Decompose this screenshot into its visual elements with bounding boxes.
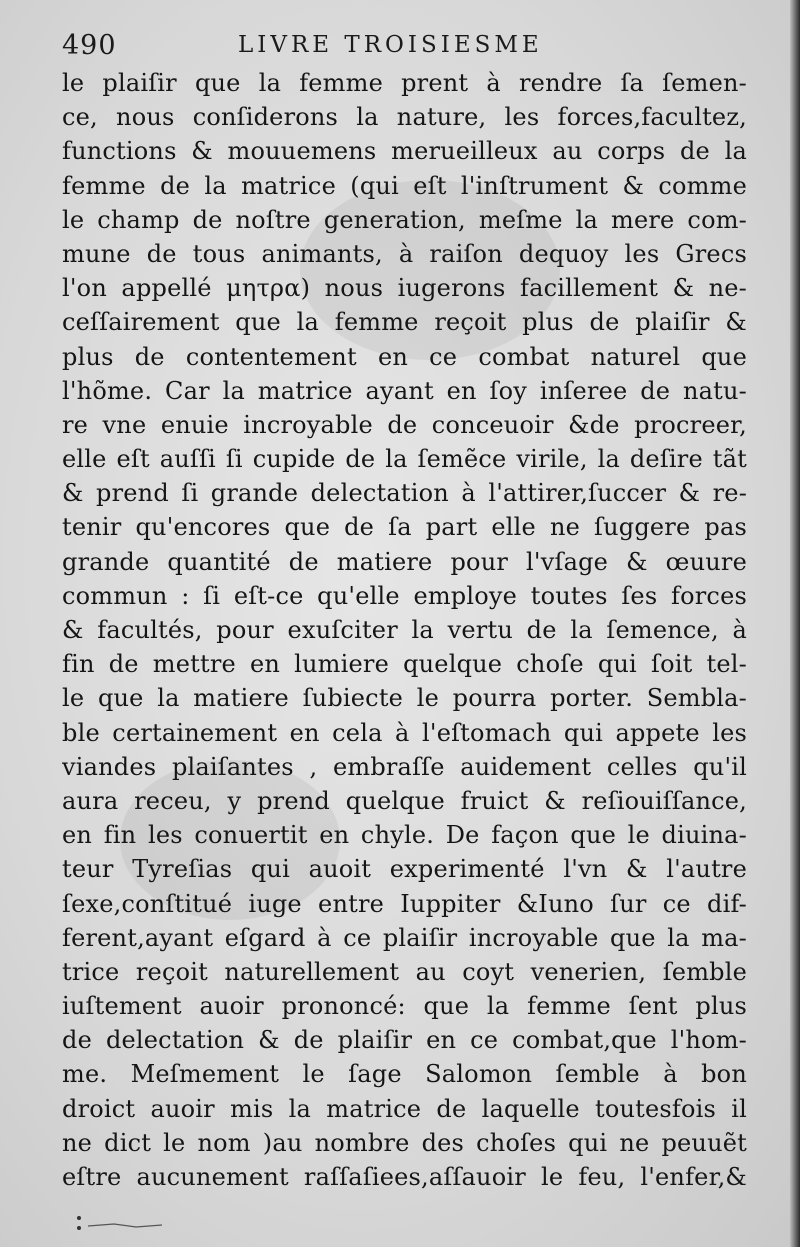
footer-ink-marks bbox=[74, 1212, 194, 1236]
text-line: ferent,ayant eſgard à ce plaiſir incroyable que la ma- bbox=[62, 923, 747, 952]
text-line: ceſſairement que la femme reçoit plus de plaiſir & bbox=[62, 308, 747, 337]
text-line: de delectation & de plaiſir en ce combat,que l'hom- bbox=[62, 1026, 747, 1055]
text-line: fin de mettre en lumiere quelque choſe qui ſoit tel- bbox=[62, 650, 747, 679]
text-line: tenir qu'encores que de ſa part elle ne ſuggere pas bbox=[62, 513, 747, 542]
text-line: grande quantité de matiere pour l'vſage & œuure bbox=[62, 547, 747, 576]
text-line: en fin les conuertit en chyle. De façon que le diuina- bbox=[62, 821, 747, 850]
body-text bbox=[62, 66, 747, 1194]
text-line: le champ de noſtre generation, meſme la mere com- bbox=[62, 205, 747, 234]
text-line: ce, nous conſiderons la nature, les forces,facultez, bbox=[62, 103, 747, 132]
text-line: & facultés, pour exuſciter la vertu de la ſemence, à bbox=[62, 616, 747, 644]
running-title: LIVRE TROISIESME bbox=[238, 32, 543, 58]
page-number: 490 bbox=[62, 30, 117, 61]
text-line: me. Meſmement le ſage Salomon ſemble à bon bbox=[62, 1060, 747, 1089]
text-line: commun : ſi eſt-ce qu'elle employe toutes ſes forces bbox=[62, 581, 747, 610]
text-line: l'on appellé μητρα) nous iugerons facillement & ne- bbox=[62, 274, 747, 303]
text-line: ble certainement en cela à l'eſtomach qui appete les bbox=[62, 718, 747, 747]
text-line: le que la matiere ſubiecte le pourra porter. Sembla- bbox=[62, 684, 747, 713]
text-line: ſexe,conſtitué iuge entre Iuppiter &Iuno ſur ce dif- bbox=[62, 889, 747, 918]
text-line: droict auoir mis la matrice de laquelle toutesfois il bbox=[62, 1094, 747, 1123]
book-gutter-shadow bbox=[790, 0, 800, 1247]
text-line: mune de tous animants, à raiſon dequoy les Grecs bbox=[62, 239, 747, 268]
text-line: aura receu, y prend quelque fruict & reſiouiſſance, bbox=[62, 786, 747, 815]
text-line: & prend ſi grande delectation à l'attirer,ſuccer & re- bbox=[62, 479, 747, 508]
text-line: femme de la matrice (qui eſt l'inſtrument & comme bbox=[62, 171, 747, 200]
text-line: viandes plaiſantes , embraſſe auidement celles qu'il bbox=[62, 752, 747, 781]
text-line: eſtre aucunement raſſaſiees,aſſauoir le feu, l'enfer,& bbox=[62, 1163, 747, 1191]
text-line: le plaiſir que la femme prent à rendre ſa ſemen- bbox=[62, 69, 747, 97]
text-line: re vne enuie incroyable de conceuoir &de procreer, bbox=[62, 410, 747, 439]
text-line: functions & mouuemens merueilleux au corps de la bbox=[62, 137, 747, 166]
page-header bbox=[62, 30, 742, 66]
text-line: l'hõme. Car la matrice ayant en ſoy inſeree de natu- bbox=[62, 376, 747, 405]
text-line: ne dict le nom )au nombre des choſes qui ne peuuẽt bbox=[62, 1128, 747, 1157]
text-line: plus de contentement en ce combat naturel que bbox=[62, 342, 747, 371]
text-line: teur Tyreſias qui auoit experimenté l'vn & l'autre bbox=[62, 855, 747, 884]
text-line: elle eſt auſſi ſi cupide de la ſemẽce virile, la deſire tãt bbox=[62, 445, 747, 474]
text-line: trice reçoit naturellement au coyt venerien, ſemble bbox=[62, 957, 747, 986]
text-line: iuſtement auoir prononcé: que la femme ſent plus bbox=[62, 992, 747, 1021]
